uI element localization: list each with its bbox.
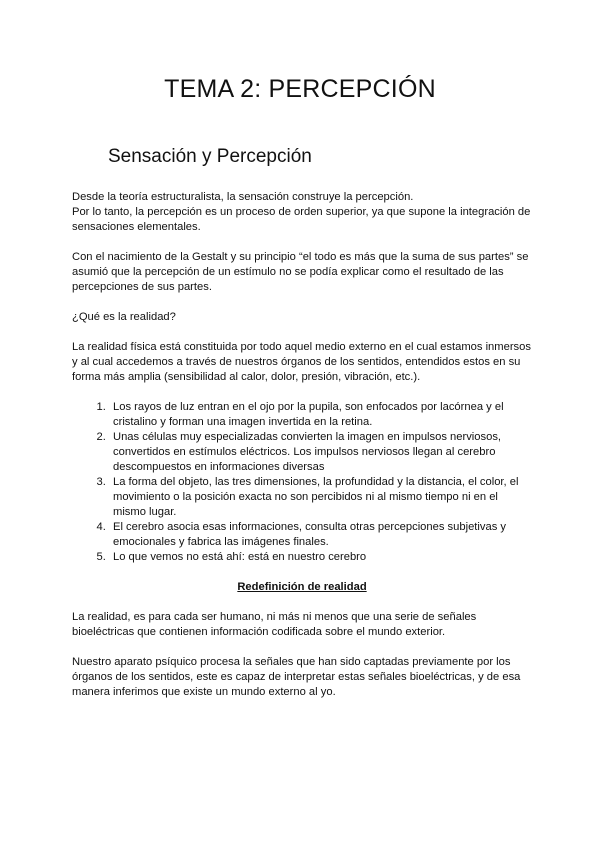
list-item: 4. El cerebro asocia esas informaciones, consulta otras percepciones subjetivas y emocionales y fabrica las imágenes finales. bbox=[109, 520, 532, 550]
list-item: 5. Lo que vemos no está ahí: está en nuestro cerebro bbox=[109, 550, 532, 565]
spacer bbox=[72, 385, 532, 400]
spacer bbox=[72, 235, 532, 250]
paragraph-structuralism: Desde la teoría estructuralista, la sensación construye la percepción. bbox=[72, 191, 414, 203]
paragraph-psychic-apparatus: Nuestro aparato psíquico procesa la señales que han sido captadas previamente por los órganos de los sentidos, este es capaz de interpretar estas señales bioeléctricas, y de esa manera inferimos que existe un mundo externo al yo. bbox=[72, 656, 521, 698]
spacer bbox=[72, 640, 532, 655]
spacer bbox=[72, 295, 532, 310]
spacer bbox=[72, 565, 532, 580]
spacer bbox=[72, 595, 532, 610]
paragraph-physical-reality: La realidad física está constituida por todo aquel medio externo en el cual estamos inmersos y al cual accedemos a través de nuestros órganos de los sentidos, entendidos estos en su forma más amplia (sensibilidad al calor, dolor, presión, vibración, etc.). bbox=[72, 341, 531, 383]
paragraph-gestalt: Con el nacimiento de la Gestalt y su principio “el todo es más que la suma de sus partes” se asumió que la percepción de un estímulo no se podía explicar como el resultado de las percepciones de sus partes. bbox=[72, 251, 529, 293]
list-item: 2. Unas células muy especializadas convierten la imagen en impulsos nerviosos, convertidos en estímulos eléctricos. Los impulsos nerviosos llegan al cerebro descompuestos en informaciones diversas bbox=[109, 430, 532, 475]
section-heading-redefinition: Redefinición de realidad bbox=[237, 581, 367, 593]
document-body bbox=[72, 190, 532, 700]
document-title: TEMA 2: PERCEPCIÓN bbox=[164, 75, 436, 103]
paragraph-bioelectric-signals: La realidad, es para cada ser humano, ni más ni menos que una serie de señales bioeléctricas que contienen información codificada sobre el mundo exterior. bbox=[72, 611, 477, 638]
paragraph-higher-order: Por lo tanto, la percepción es un proceso de orden superior, ya que supone la integración de sensaciones elementales. bbox=[72, 206, 531, 233]
numbered-list bbox=[72, 400, 532, 565]
section-subtitle: Sensación y Percepción bbox=[108, 146, 312, 167]
paragraph-question: ¿Qué es la realidad? bbox=[72, 311, 176, 323]
list-item: 3. La forma del objeto, las tres dimensiones, la profundidad y la distancia, el color, el movimiento o la posición exacta no son percibidos ni al mismo tiempo ni en el mismo lugar. bbox=[109, 475, 532, 520]
spacer bbox=[72, 325, 532, 340]
list-item: 1. Los rayos de luz entran en el ojo por la pupila, son enfocados por lacórnea y el cristalino y forman una imagen invertida en la retina. bbox=[109, 400, 532, 430]
